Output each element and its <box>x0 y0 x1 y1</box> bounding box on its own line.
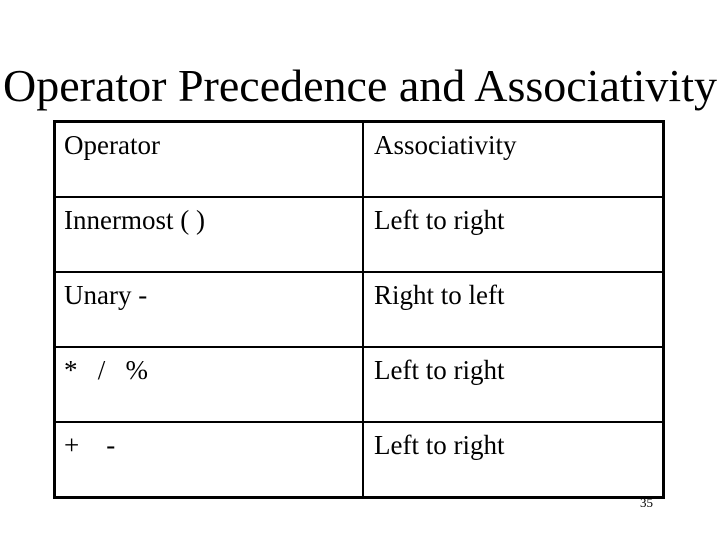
associativity-cell: Right to left <box>363 272 664 347</box>
table-header-row <box>55 122 664 198</box>
operator-cell: Unary - <box>55 272 364 347</box>
header-operator: Operator <box>55 122 364 198</box>
table-row <box>55 347 664 422</box>
associativity-cell: Left to right <box>363 347 664 422</box>
operator-cell: * / % <box>55 347 364 422</box>
table-row <box>55 422 664 498</box>
associativity-cell: Left to right <box>363 197 664 272</box>
associativity-cell: Left to right <box>363 422 664 498</box>
operator-precedence-table <box>53 120 665 499</box>
operator-cell: + - <box>55 422 364 498</box>
table-row <box>55 197 664 272</box>
table-row <box>55 272 664 347</box>
slide-title: Operator Precedence and Associativity <box>2 60 717 111</box>
page-number: 35 <box>640 495 653 510</box>
operator-cell: Innermost ( ) <box>55 197 364 272</box>
header-associativity: Associativity <box>363 122 664 198</box>
